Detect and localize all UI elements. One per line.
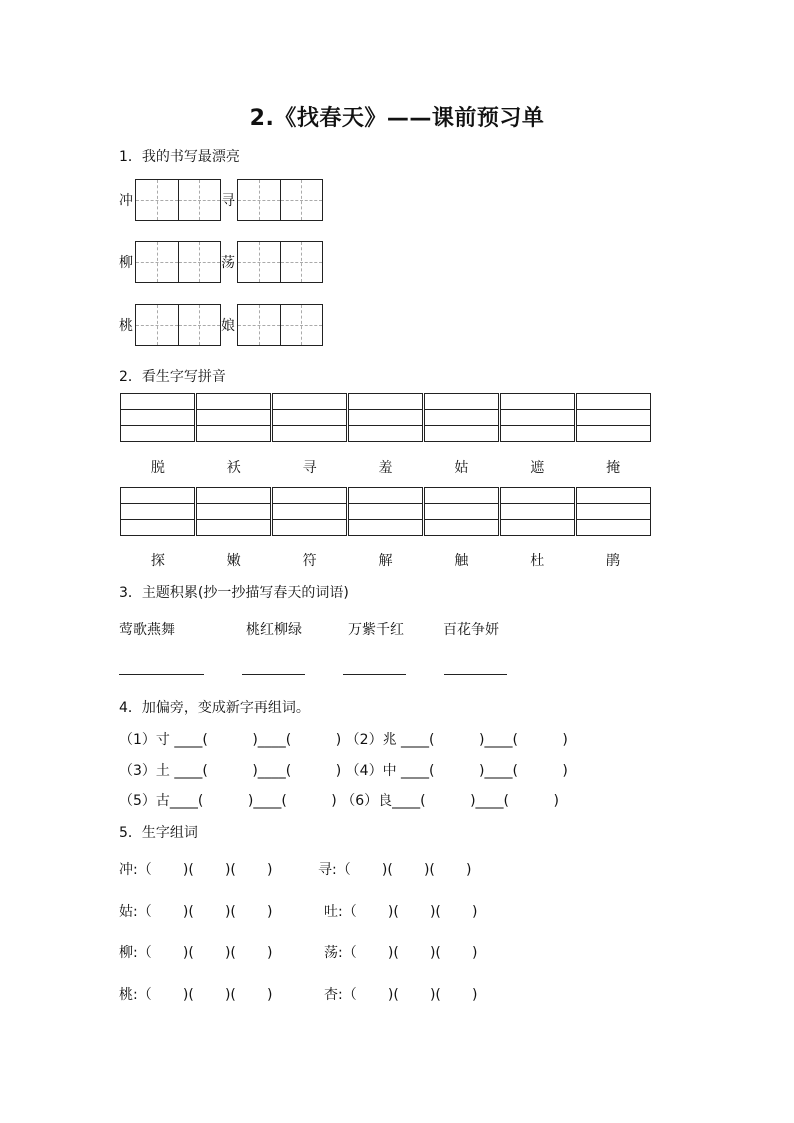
word-group-item[interactable]: 冲:（ )( )( ) bbox=[119, 862, 273, 878]
pinyin-char: 嫩 bbox=[226, 553, 241, 569]
pinyin-box[interactable] bbox=[576, 393, 651, 442]
section-4-heading: 4．加偏旁，变成新字再组词。 bbox=[119, 700, 310, 716]
pinyin-char: 解 bbox=[378, 553, 393, 569]
theme-word: 桃红柳绿 bbox=[246, 622, 302, 638]
pinyin-grid-row-1 bbox=[120, 393, 651, 442]
copy-line[interactable] bbox=[119, 673, 204, 675]
section-3-heading: 3．主题积累(抄一抄描写春天的词语) bbox=[119, 585, 349, 601]
pinyin-grid-row-2 bbox=[120, 487, 651, 536]
writing-row-3 bbox=[119, 303, 323, 347]
pinyin-char: 符 bbox=[302, 553, 317, 569]
pinyin-char: 袄 bbox=[226, 460, 241, 476]
writing-grid[interactable] bbox=[135, 179, 221, 221]
pinyin-box[interactable] bbox=[424, 393, 499, 442]
writing-char-label: 冲 bbox=[119, 193, 133, 209]
pinyin-box[interactable] bbox=[424, 487, 499, 536]
writing-grid[interactable] bbox=[135, 241, 221, 283]
word-group-item[interactable]: 桃:（ )( )( ) bbox=[119, 987, 273, 1003]
section-1-heading: 1．我的书写最漂亮 bbox=[119, 149, 240, 165]
pinyin-char: 掩 bbox=[606, 460, 621, 476]
word-group-item[interactable]: 姑:（ )( )( ) bbox=[119, 904, 273, 920]
section-5-heading: 5．生字组词 bbox=[119, 825, 198, 841]
pinyin-box[interactable] bbox=[500, 487, 575, 536]
copy-line[interactable] bbox=[444, 673, 507, 675]
pinyin-box[interactable] bbox=[196, 487, 271, 536]
writing-grid[interactable] bbox=[237, 241, 323, 283]
word-group-item[interactable]: 吐:（ )( )( ) bbox=[324, 904, 478, 920]
theme-word: 莺歌燕舞 bbox=[119, 622, 175, 638]
pinyin-char: 鹃 bbox=[606, 553, 621, 569]
pinyin-char: 姑 bbox=[454, 460, 469, 476]
writing-grid[interactable] bbox=[135, 304, 221, 346]
writing-grid[interactable] bbox=[237, 304, 323, 346]
word-group-item[interactable]: 寻:（ )( )( ) bbox=[318, 862, 472, 878]
pinyin-box[interactable] bbox=[196, 393, 271, 442]
pinyin-box[interactable] bbox=[120, 487, 195, 536]
pinyin-char: 探 bbox=[150, 553, 165, 569]
word-group-item[interactable]: 柳:（ )( )( ) bbox=[119, 945, 273, 961]
pinyin-char: 脱 bbox=[150, 460, 165, 476]
radical-exercise-line[interactable]: （3）土 ____( )____( ) （4）中 ____( )____( ) bbox=[119, 763, 568, 779]
pinyin-box[interactable] bbox=[120, 393, 195, 442]
pinyin-char: 触 bbox=[454, 553, 469, 569]
radical-exercise-line[interactable]: （5）古____( )____( ) （6）良____( )____( ) bbox=[119, 793, 559, 809]
section-2-heading: 2．看生字写拼音 bbox=[119, 369, 226, 385]
pinyin-box[interactable] bbox=[500, 393, 575, 442]
writing-char-label: 荡 bbox=[221, 255, 235, 271]
writing-grid[interactable] bbox=[237, 179, 323, 221]
theme-word: 百花争妍 bbox=[443, 622, 499, 638]
pinyin-box[interactable] bbox=[576, 487, 651, 536]
writing-char-label: 寻 bbox=[221, 193, 235, 209]
radical-exercise-line[interactable]: （1）寸 ____( )____( ) （2）兆 ____( )____( ) bbox=[119, 732, 568, 748]
writing-char-label: 桃 bbox=[119, 318, 133, 334]
pinyin-char: 杜 bbox=[530, 553, 545, 569]
pinyin-chars-row-1 bbox=[120, 457, 651, 477]
writing-char-label: 柳 bbox=[119, 255, 133, 271]
pinyin-box[interactable] bbox=[272, 393, 347, 442]
pinyin-char: 遮 bbox=[530, 460, 545, 476]
pinyin-box[interactable] bbox=[348, 487, 423, 536]
pinyin-char: 寻 bbox=[302, 460, 317, 476]
pinyin-box[interactable] bbox=[272, 487, 347, 536]
writing-row-2 bbox=[119, 240, 323, 284]
copy-line[interactable] bbox=[343, 673, 406, 675]
writing-char-label: 娘 bbox=[221, 318, 235, 334]
page-title: 2.《找春天》——课前预习单 bbox=[249, 106, 545, 131]
pinyin-chars-row-2 bbox=[120, 550, 651, 570]
theme-word: 万紫千红 bbox=[348, 622, 404, 638]
writing-row-1 bbox=[119, 178, 323, 222]
word-group-item[interactable]: 荡:（ )( )( ) bbox=[324, 945, 478, 961]
copy-line[interactable] bbox=[242, 673, 305, 675]
pinyin-box[interactable] bbox=[348, 393, 423, 442]
word-group-item[interactable]: 杏:（ )( )( ) bbox=[324, 987, 478, 1003]
pinyin-char: 羞 bbox=[378, 460, 393, 476]
